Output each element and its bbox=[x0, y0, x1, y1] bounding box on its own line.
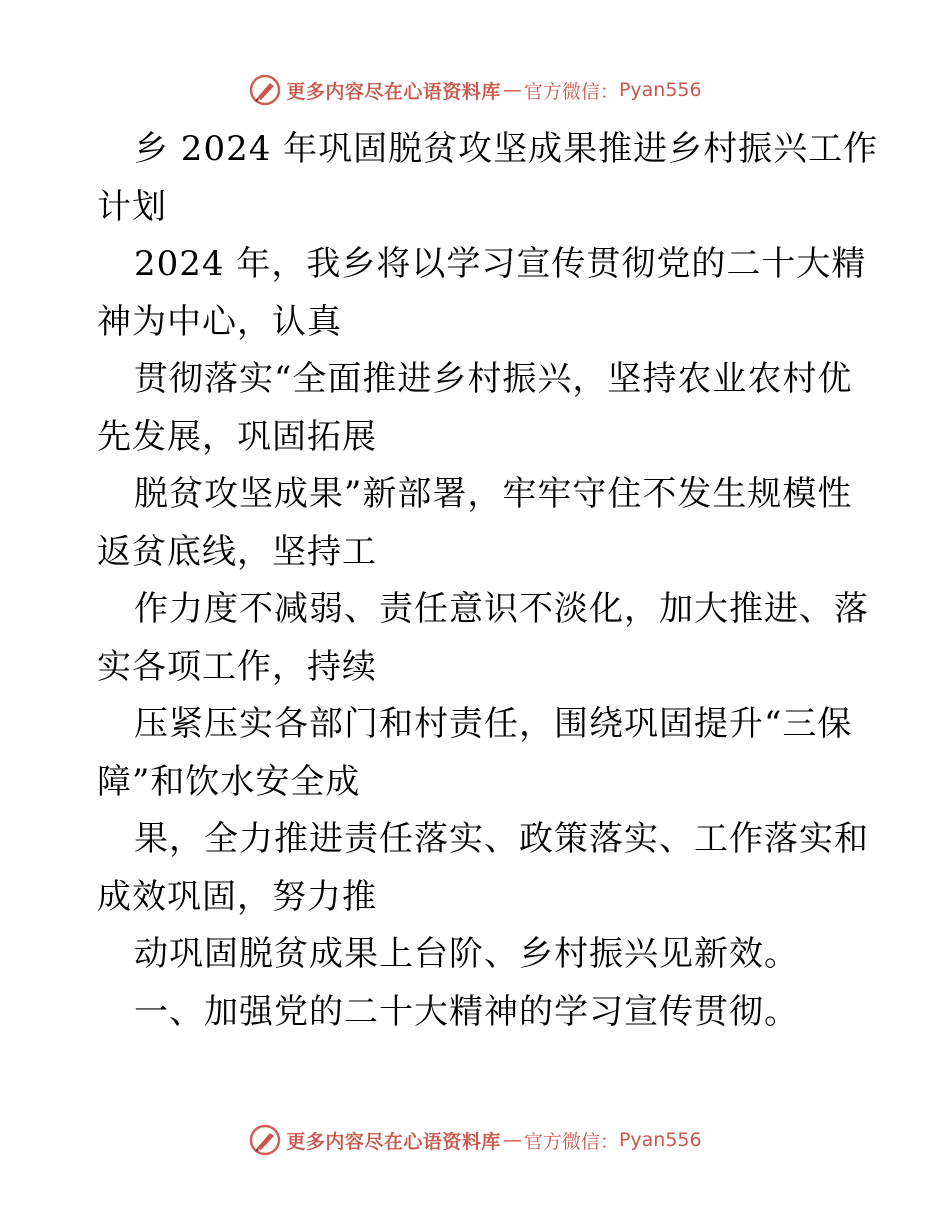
paragraph-line: 果，全力推进责任落实、政策落实、工作落实和 bbox=[134, 819, 869, 859]
title-line-1: 乡 2024 年巩固脱贫攻坚成果推进乡村振兴工作 bbox=[134, 129, 879, 169]
watermark-wechat-id: Pyan556 bbox=[618, 1129, 702, 1151]
footer-watermark bbox=[0, 1120, 950, 1160]
quill-logo-icon bbox=[248, 73, 282, 107]
paragraph-line: 神为中心，认真 bbox=[97, 301, 342, 342]
header-watermark bbox=[0, 70, 950, 110]
paragraph-line: 障”和饮水安全成 bbox=[97, 761, 361, 802]
paragraph-line: 贯彻落实“全面推进乡村振兴，坚持农业农村优 bbox=[134, 359, 853, 399]
paragraph-line: 动巩固脱贫成果上台阶、乡村振兴见新效。 bbox=[134, 934, 799, 974]
paragraph-line: 实各项工作，持续 bbox=[97, 646, 377, 687]
paragraph-line: 压紧压实各部门和村责任，围绕巩固提升“三保 bbox=[134, 704, 853, 744]
document-body bbox=[97, 121, 879, 1041]
paragraph-line: 返贫底线，坚持工 bbox=[97, 531, 377, 572]
paragraph-line: 先发展，巩固拓展 bbox=[97, 416, 377, 457]
title-line-2: 计划 bbox=[97, 186, 167, 227]
paragraph-line: 脱贫攻坚成果”新部署，牢牢守住不发生规模性 bbox=[134, 474, 853, 514]
watermark-wechat-id: Pyan556 bbox=[618, 79, 702, 101]
watermark-wechat-label: 官方微信： bbox=[523, 1130, 619, 1153]
watermark-dash: — bbox=[502, 1129, 522, 1151]
quill-logo-icon bbox=[248, 1123, 282, 1157]
watermark-text: 更多内容尽在心语资料库 bbox=[286, 80, 501, 103]
paragraph-line: 作力度不减弱、责任意识不淡化，加大推进、落 bbox=[134, 589, 869, 629]
watermark-dash: — bbox=[502, 79, 522, 101]
watermark-wechat-label: 官方微信： bbox=[523, 80, 619, 103]
section-heading: 一、加强党的二十大精神的学习宣传贯彻。 bbox=[134, 991, 799, 1032]
paragraph-line: 2024 年，我乡将以学习宣传贯彻党的二十大精 bbox=[134, 244, 867, 284]
watermark-text: 更多内容尽在心语资料库 bbox=[286, 1130, 501, 1153]
paragraph-line: 成效巩固，努力推 bbox=[97, 876, 377, 917]
